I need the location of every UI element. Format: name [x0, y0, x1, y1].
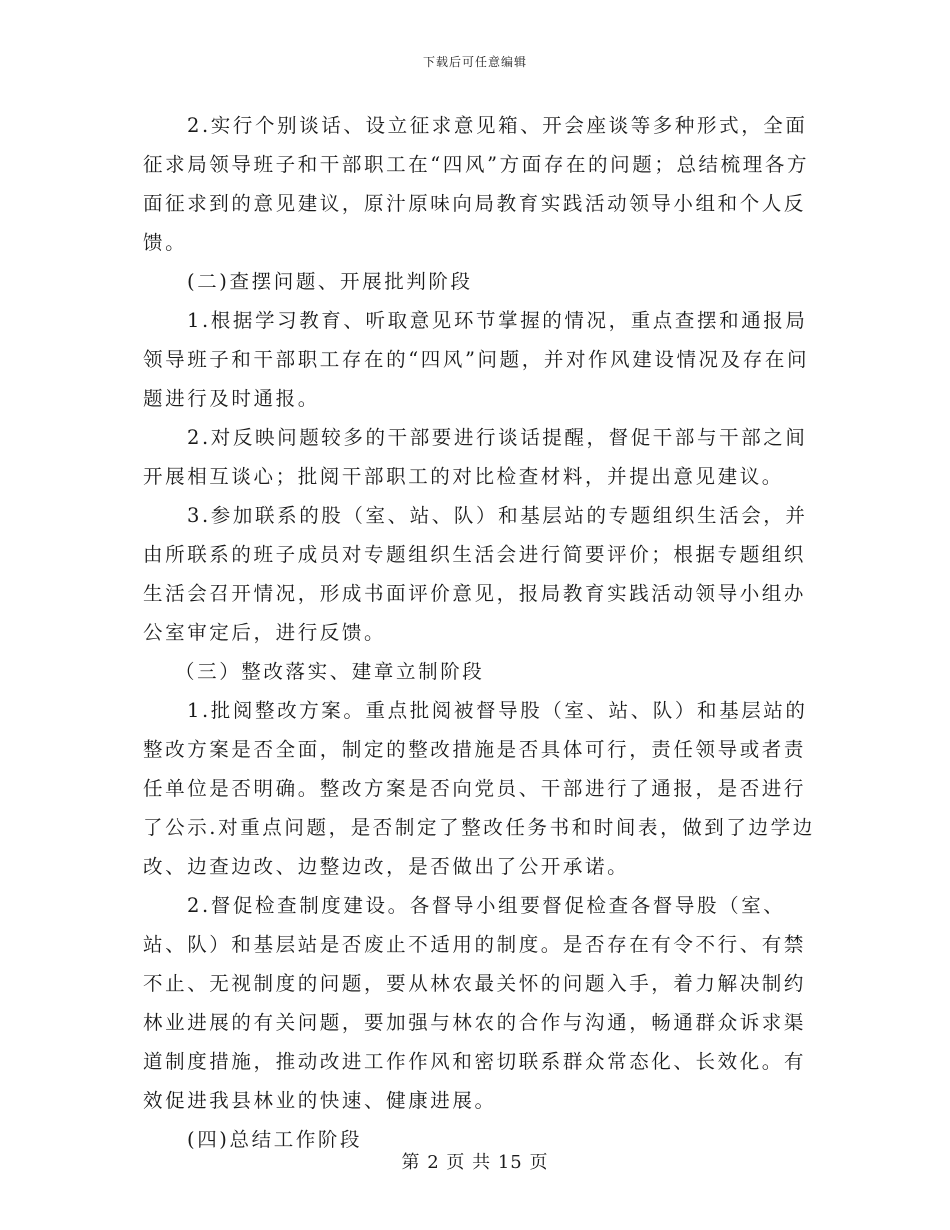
paragraph-rectification-plan: 1.批阅整改方案。重点批阅被督导股（室、站、队）和基层站的整改方案是否全面，制定的整改措施是否具体可行，责任领导或者责任单位是否明确。整改方案是否向党员、干部进行了通报，是否进行了公示.对重点问题，是否制定了整改任务书和时间表，做到了边学边改、边查边改、边整边改，是否做出了公开承诺。 — [143, 699, 815, 878]
paragraph-solicit-opinions: 2.实行个别谈话、设立征求意见箱、开会座谈等多种形式，全面征求局领导班子和干部职工在“四风”方面存在的问题；总结梳理各方面征求到的意见建议，原汁原味向局教育实践活动领导小组和个人反馈。 — [143, 114, 810, 254]
section-heading-3: （三）整改落实、建章立制阶段 — [175, 660, 485, 683]
paragraph-talk-reminder: 2.对反映问题较多的干部要进行谈话提醒，督促干部与干部之间开展相互谈心；批阅干部职工的对比检查材料，并提出意见建议。 — [143, 426, 808, 488]
page-header: 下载后可任意编辑 — [422, 55, 527, 69]
section-heading-2: (二)查摆问题、开展批判阶段 — [187, 270, 473, 293]
section-heading-4: (四)总结工作阶段 — [187, 1128, 363, 1151]
paragraph-check-report: 1.根据学习教育、听取意见环节掌握的情况，重点查摆和通报局领导班子和干部职工存在的“四风”问题，并对作风建设情况及存在问题进行及时通报。 — [143, 309, 810, 410]
document-body — [143, 106, 823, 1159]
page-number-footer: 第 2 页 共 15 页 — [401, 1152, 549, 1173]
paragraph-life-meeting: 3.参加联系的股（室、站、队）和基层站的专题组织生活会，并由所联系的班子成员对专题组织生活会进行简要评价；根据专题组织生活会召开情况，形成书面评价意见，报局教育实践活动领导小组办公室审定后，进行反馈。 — [143, 504, 808, 644]
paragraph-system-building: 2.督促检查制度建设。各督导小组要督促检查各督导股（室、站、队）和基层站是否废止不适用的制度。是否存在有令不行、有禁不止、无视制度的问题，要从林农最关怀的问题入手，着力解决制约林业进展的有关问题，要加强与林农的合作与沟通，畅通群众诉求渠道制度措施，推动改进工作作风和密切联系群众常态化、长效化。有效促进我县林业的快速、健康进展。 — [143, 894, 807, 1112]
